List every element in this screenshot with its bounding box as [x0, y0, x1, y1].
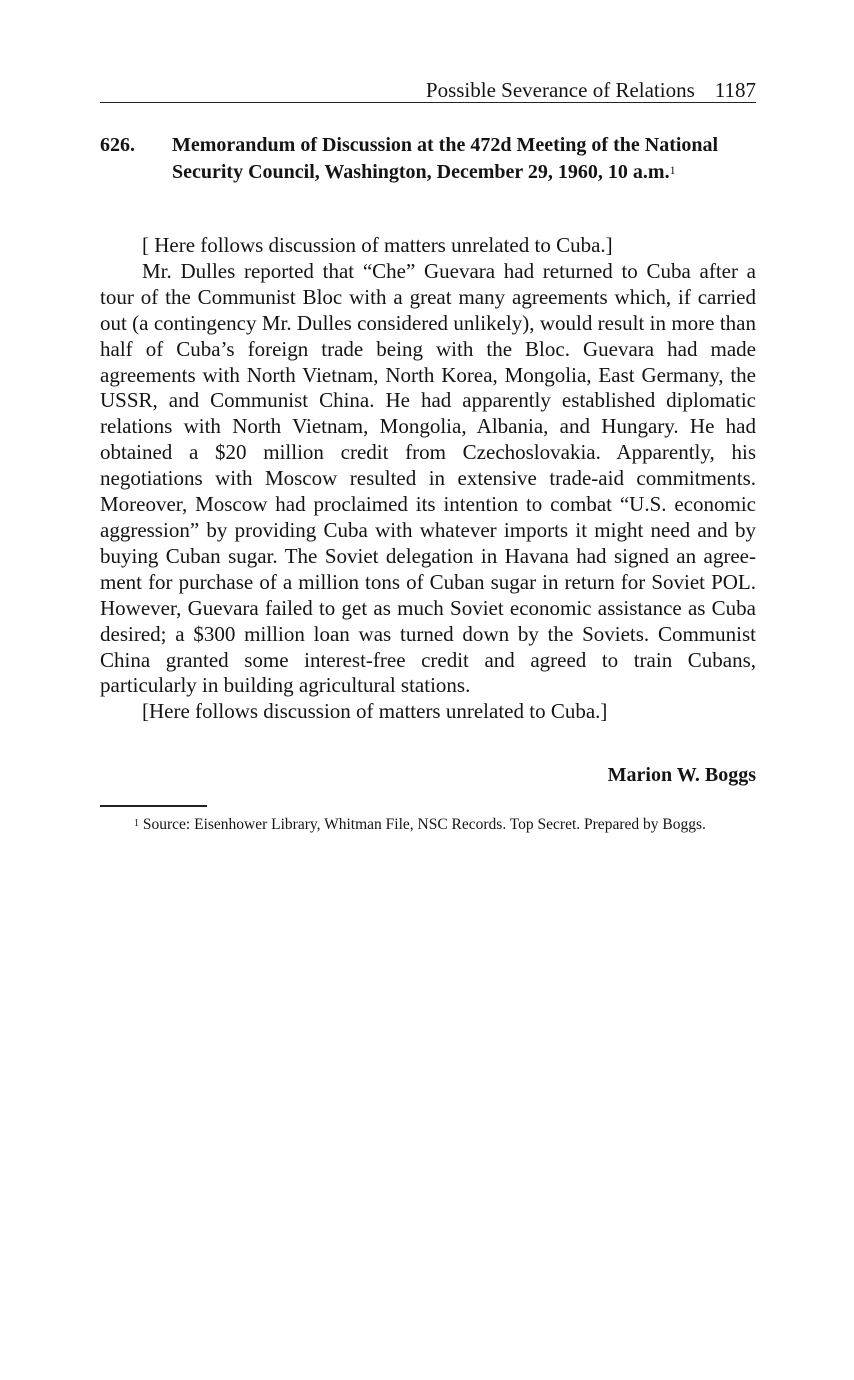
running-head-title: Possible Severance of Relations [425, 78, 695, 102]
signature: Marion W. Boggs [607, 764, 756, 786]
footnote-text: Source: Eisenhower Library, Whitman File, NSC Records. Top Secret. Prepared by Boggs. [142, 816, 706, 833]
footnote-marker: 1 [134, 818, 139, 829]
header-rule [100, 102, 756, 103]
footnote [100, 815, 756, 834]
footnote-reference[interactable]: 1 [669, 163, 676, 177]
document-heading [100, 132, 756, 186]
running-head [426, 76, 756, 104]
page-number: 1187 [714, 78, 756, 102]
document-title: Memorandum of Discussion at the 472d Meeting of the National Security Council, Washington, December 29, 1960, 10 a.m. [172, 134, 719, 183]
paragraph: Mr. Dulles reported that “Che” Guevara had returned to Cuba after a tour of the Communist Bloc with a great many agreements which, if carried out (a contingency Mr. Dulles considered unlikely), would result in more than half of Cuba’s foreign trade being with the Bloc. Guevara had made agreements with North Vietnam, North Korea, Mongolia, East Germany, the USSR, and Communist China. He had apparently established diplomatic relations with North Vietnam, Mongolia, Albania, and Hungary. He had obtained a $20 million credit from Czechoslovakia. Apparently, his negotiations with Moscow resulted in extensive trade-aid commitments. Moreover, Moscow had proclaimed its intention to combat “U.S. economic aggression” by providing Cuba with whatever imports it might need and by buying Cuban sugar. The Soviet delegation in Havana had signed an agreement for purchase of a million tons of Cuban sugar in return for Soviet POL. However, Guevara failed to get as much Soviet economic assistance as Cuba desired; a $300 million loan was turned down by the Soviets. Communist China granted some interest-free credit and agreed to train Cubans, particularly in building agricultural stations. [100, 258, 756, 698]
document-title-block [172, 132, 756, 186]
paragraph: [Here follows discussion of matters unrelated to Cuba.] [142, 699, 608, 724]
document-body [100, 233, 756, 725]
paragraph: [ Here follows discussion of matters unrelated to Cuba.] [142, 233, 613, 257]
document-number: 626. [100, 134, 135, 156]
footnote-rule [100, 805, 207, 807]
